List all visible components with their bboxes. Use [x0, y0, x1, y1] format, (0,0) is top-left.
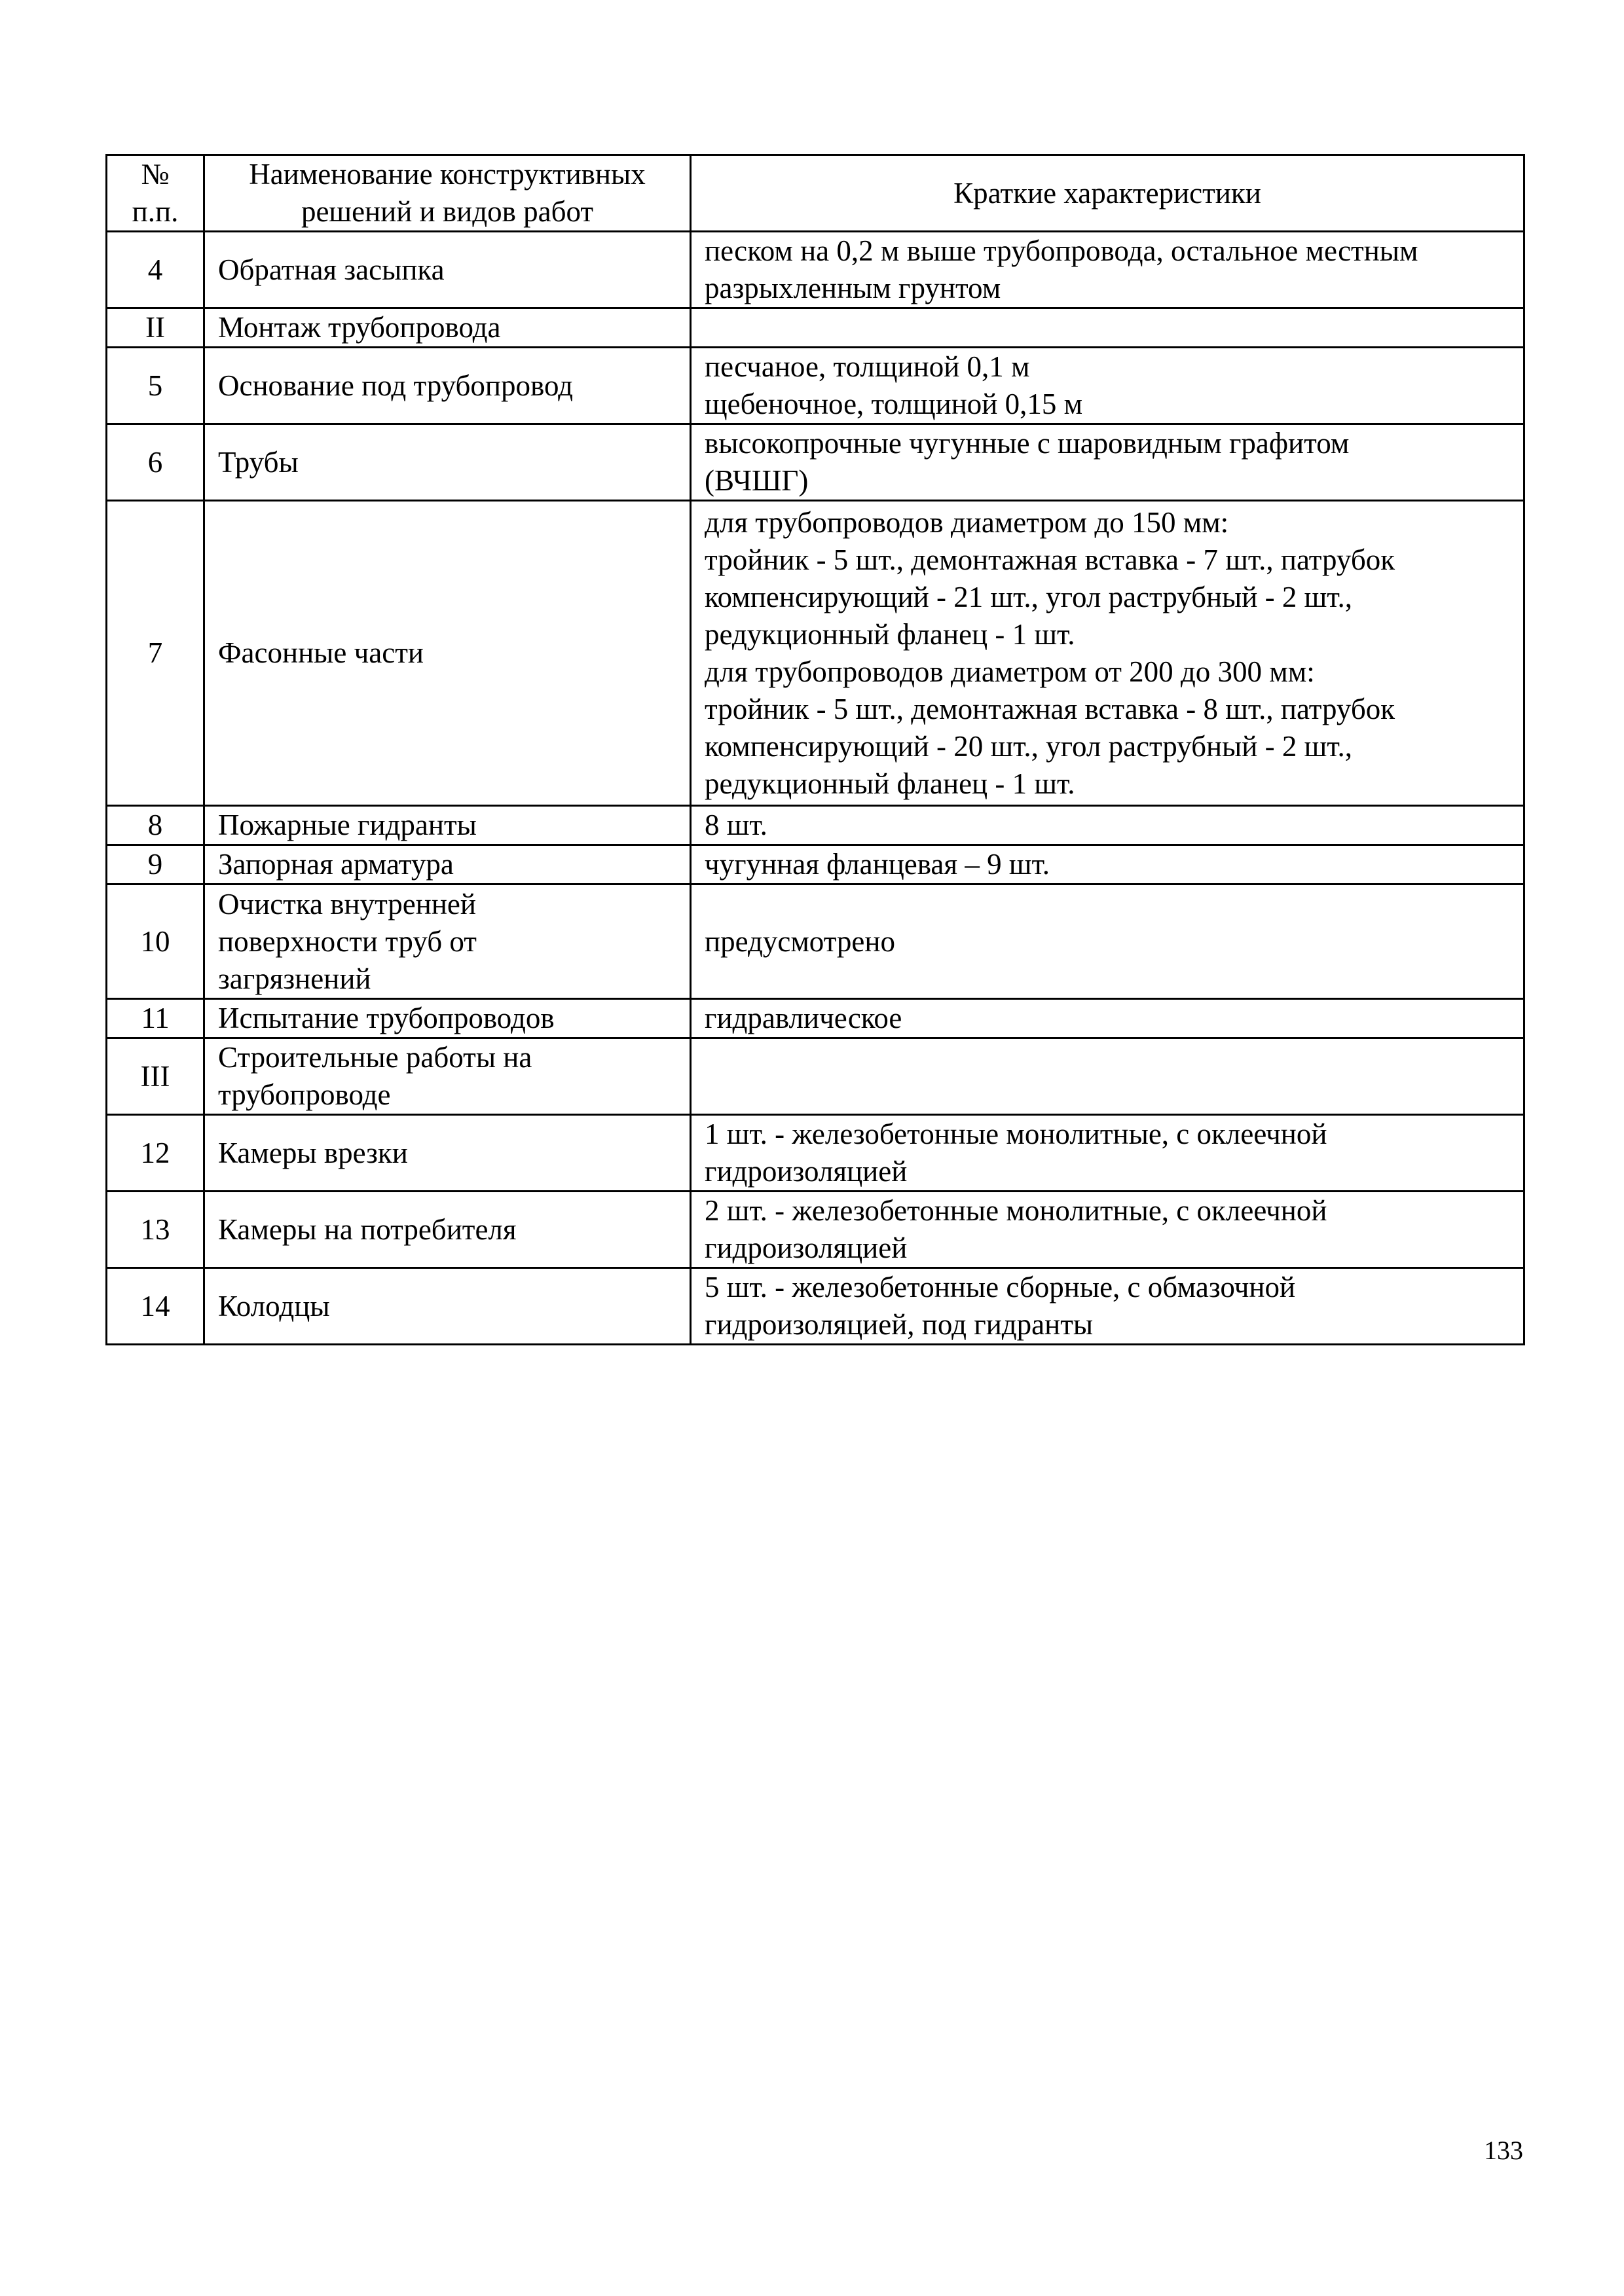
row-name: [204, 1192, 691, 1268]
row-name-line: Монтаж трубопровода: [218, 311, 501, 344]
specifications-table: [105, 154, 1525, 1345]
row-description-line: 2 шт. - железобетонные монолитные, с оклеечной: [705, 1194, 1327, 1227]
row-description-line: песчаное, толщиной 0,1 м: [705, 350, 1030, 383]
row-description-line: тройник - 5 шт., демонтажная вставка - 7 шт., патрубок: [705, 543, 1395, 576]
row-name-line: поверхности труб от: [218, 924, 477, 958]
row-name-line: Строительные работы на: [218, 1041, 532, 1074]
table-row: [107, 884, 1524, 999]
row-description-line: песком на 0,2 м выше трубопровода, остальное местным: [705, 234, 1418, 267]
row-description-line: разрыхленным грунтом: [705, 272, 1001, 304]
row-name: [204, 308, 691, 348]
row-description-line: высокопрочные чугунные с шаровидным графитом: [705, 427, 1350, 460]
table-row: [107, 1038, 1524, 1115]
row-description-line: редукционный фланец - 1 шт.: [705, 767, 1075, 800]
row-name: [204, 232, 691, 308]
row-description: [691, 845, 1524, 884]
table-row: [107, 999, 1524, 1038]
row-name-line: загрязнений: [218, 962, 371, 995]
row-number: 11: [107, 999, 204, 1038]
row-description-line: компенсирующий - 20 шт., угол раструбный - 2 шт.,: [705, 729, 1353, 763]
row-description: [691, 424, 1524, 501]
row-description-line: (ВЧШГ): [705, 464, 809, 497]
row-name-line: Камеры врезки: [218, 1136, 408, 1169]
row-number: 9: [107, 845, 204, 884]
row-description-line: чугунная фланцевая – 9 шт.: [705, 848, 1050, 881]
row-description: [691, 806, 1524, 845]
row-description-line: тройник - 5 шт., демонтажная вставка - 8 шт., патрубок: [705, 692, 1395, 725]
row-description-line: для трубопроводов диаметром от 200 до 300 мм:: [705, 655, 1315, 688]
row-name: [204, 1115, 691, 1192]
row-number: II: [107, 308, 204, 348]
row-description: [691, 1268, 1524, 1345]
table-header: [107, 155, 1524, 232]
row-name: [204, 424, 691, 501]
table-row: [107, 424, 1524, 501]
table-row: [107, 845, 1524, 884]
table-row: [107, 348, 1524, 424]
row-number: 12: [107, 1115, 204, 1192]
row-name-line: Пожарные гидранты: [218, 809, 477, 841]
table-row: [107, 1192, 1524, 1268]
row-description-line: для трубопроводов диаметром до 150 мм:: [705, 505, 1229, 539]
row-description-line: гидроизоляцией: [705, 1155, 908, 1188]
row-description: [691, 232, 1524, 308]
row-number: 7: [107, 501, 204, 806]
row-number: 13: [107, 1192, 204, 1268]
header-name-line: решений и видов работ: [301, 195, 594, 228]
table-row: [107, 1268, 1524, 1345]
header-name-line: Наименование конструктивных: [249, 158, 646, 191]
row-name-line: Обратная засыпка: [218, 253, 445, 286]
row-description: [691, 1115, 1524, 1192]
header-num: [107, 155, 204, 232]
row-name: [204, 1268, 691, 1345]
row-description-line: 1 шт. - железобетонные монолитные, с оклеечной: [705, 1118, 1327, 1150]
row-number: 5: [107, 348, 204, 424]
row-number: 6: [107, 424, 204, 501]
row-number: 10: [107, 884, 204, 999]
table-row: [107, 308, 1524, 348]
row-description-line: щебеночное, толщиной 0,15 м: [705, 388, 1083, 420]
table-row: [107, 806, 1524, 845]
table-row: [107, 1115, 1524, 1192]
row-name-line: Колодцы: [218, 1289, 330, 1322]
row-name: [204, 845, 691, 884]
row-description-line: компенсирующий - 21 шт., угол раструбный - 2 шт.,: [705, 580, 1353, 613]
table-body: [107, 232, 1524, 1345]
row-description-line: гидроизоляцией: [705, 1231, 908, 1264]
row-description: [691, 308, 1524, 348]
header-name: [204, 155, 691, 232]
row-name: [204, 999, 691, 1038]
header-row: [107, 155, 1524, 232]
row-name-line: Трубы: [218, 445, 299, 479]
row-name-line: Очистка внутренней: [218, 887, 476, 920]
row-description: [691, 1192, 1524, 1268]
row-name-line: трубопроводе: [218, 1078, 391, 1111]
row-name-line: Фасонные части: [218, 636, 424, 669]
row-description-line: редукционный фланец - 1 шт.: [705, 617, 1075, 651]
row-description-line: 8 шт.: [705, 809, 767, 841]
row-description: [691, 348, 1524, 424]
header-num-line: №: [141, 158, 170, 191]
row-name-line: Камеры на потребителя: [218, 1212, 517, 1246]
row-description: [691, 999, 1524, 1038]
row-name-line: Испытание трубопроводов: [218, 1002, 555, 1034]
row-number: 4: [107, 232, 204, 308]
table-row: [107, 501, 1524, 806]
row-description-line: 5 шт. - железобетонные сборные, с обмазочной: [705, 1271, 1296, 1303]
row-name: [204, 501, 691, 806]
row-description-line: гидроизоляцией, под гидранты: [705, 1308, 1094, 1341]
header-desc-line: Краткие характеристики: [953, 176, 1261, 210]
row-description-line: предусмотрено: [705, 924, 895, 958]
header-desc: [691, 155, 1524, 232]
row-description: [691, 884, 1524, 999]
header-num-line: п.п.: [132, 195, 179, 228]
row-description: [691, 1038, 1524, 1115]
table-row: [107, 232, 1524, 308]
row-name: [204, 806, 691, 845]
row-name: [204, 884, 691, 999]
row-name: [204, 1038, 691, 1115]
row-number: 8: [107, 806, 204, 845]
row-name: [204, 348, 691, 424]
row-name-line: Основание под трубопровод: [218, 369, 574, 402]
page-number: 133: [1484, 2136, 1523, 2165]
row-number: III: [107, 1038, 204, 1115]
row-name-line: Запорная арматура: [218, 848, 454, 881]
row-description-line: гидравлическое: [705, 1002, 902, 1034]
row-number: 14: [107, 1268, 204, 1345]
row-description: [691, 501, 1524, 806]
